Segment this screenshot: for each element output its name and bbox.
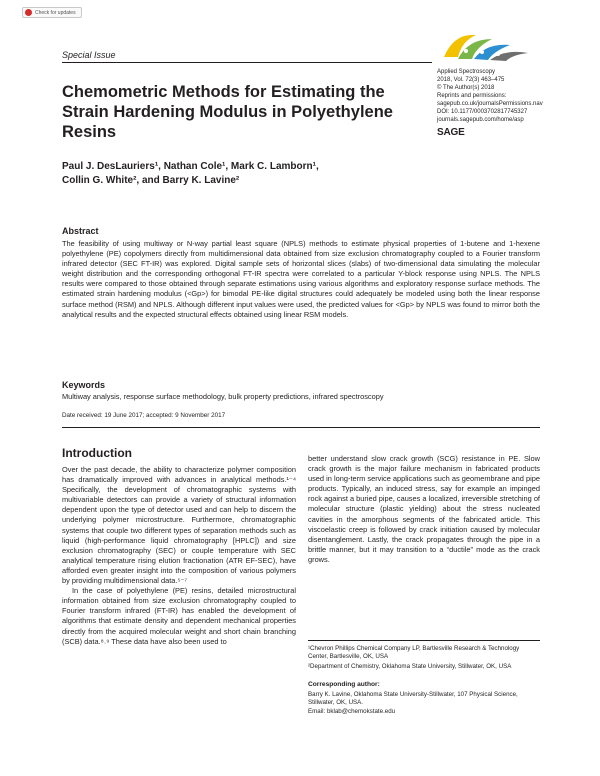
abstract-text: The feasibility of using multiway or N-way partial least square (NPLS) methods to estimate physical properties of 1-butene and 1-hexene polyethylene (PE) copolymers directly from multidimensional data obtained from size exclusion chromatography coupled to a Fourier transform infrared detector (SEC FT-IR) was explored. Digital sample sets of horizontal slices (slabs) of two-dimensional data simulating the molecular weight distribution and the corresponding orthogonal FT-IR spectra were correlated to a particular Y-block response using NPLS. The NPLS results were compared to those obtained through separate estimations using various algorithms and exploratory response surface methods. The estimated strain hardening modulus (<Gp>) for bimodal PE-like digital structures could adequately be modeled using both the linear response surface method (RSM) and NPLS. Although different input values were used, the predicted values for <Gp> by NPLS was found to mirror both the analytical results and the expected structural effects obtained using linear RSM models. [62, 239, 540, 319]
affiliation-2: ²Department of Chemistry, Oklahoma State University, Stillwater, OK, USA [308, 662, 512, 670]
section-label: Special Issue [62, 50, 116, 60]
corresponding-author-address: Barry K. Lavine, Oklahoma State University-Stillwater, 107 Physical Science, Stillwater, OK, USA. [308, 691, 518, 707]
publisher-name: SAGE [437, 127, 465, 138]
authors-line-1: Paul J. DesLauriers¹, Nathan Cole¹, Mark C. Lamborn¹, [62, 161, 319, 172]
journal-name: Applied Spectroscopy [437, 69, 496, 75]
introduction-heading: Introduction [62, 446, 132, 460]
received-dates: Date received: 19 June 2017; accepted: 9 November 2017 [62, 412, 226, 419]
journal-reprints: Reprints and permissions: [437, 93, 507, 99]
body-column-left [62, 465, 296, 647]
abstract-heading: Abstract [62, 226, 99, 236]
body-column-right [308, 454, 540, 565]
affiliation-1: ¹Chevron Phillips Chemical Company LP, Bartlesville Research & Technology Center, Bartlesville, OK, USA [308, 645, 520, 661]
intro-paragraph-1: Over the past decade, the ability to characterize polymer composition has dramatically improved with advances in analytical methods.¹⁻⁴ Specifically, the development of chromatographic systems with multivariable detectors can provide a variety of structural information dependent upon the type of detector used and can help to discern the underlying polymer microstructure. Furthermore, chromatographic systems that couple two different types of separation methods such as liquid (high-performance liquid chromatography [HPLC]) and size exclusion chromatography (SEC) or couple temperature with SEC analytical temperature rising elution fractionation (ATR EF-SEC), have afforded even greater insight into the composition of various polymers by providing multidimensional data.⁵⁻⁷ [62, 465, 296, 586]
affiliations [308, 645, 540, 671]
intro-paragraph-3: better understand slow crack growth (SCG) resistance in PE. Slow crack growth is the major failure mechanism in fabricated products used in long-term service applications such as geomembrane and pipe products. Typically, an induced stress, say for example an impinged rock against a buried pipe, causes a localized, irreversible stretching of molecular structure (plastic yielding) about the stress nucleated cavities in the amorphous segments of the fabricated article. This viscoelastic creep is followed by crack initiation caused by molecular disentanglement. Lastly, the crack propagates through the pipe in a brittle manner, but it may transition to a “ductile” mode as the crack grows. [308, 454, 540, 564]
check-for-updates-badge[interactable] [22, 7, 82, 18]
journal-permissions-link[interactable]: sagepub.co.uk/journalsPermissions.nav [437, 101, 543, 107]
author-list [62, 160, 442, 188]
journal-copyright: © The Author(s) 2018 [437, 85, 495, 91]
intro-paragraph-2: In the case of polyethylene (PE) resins, detailed microstructural information obtained from size exclusion chromatography coupled to Fourier transform infrared (FT-IR) has enabled the development of algorithms that estimate density and dependent mechanical properties directly from the acquired molecular weight and short chain branching (SCB) data.⁸˒⁹ These data have also been used to [62, 586, 296, 646]
header-rule [62, 62, 432, 63]
journal-site-link[interactable]: journals.sagepub.com/home/asp [437, 117, 524, 123]
society-logo-icon [436, 27, 536, 67]
journal-doi[interactable]: DOI: 10.1177/0003702817745327 [437, 109, 528, 115]
email-label: Email: [308, 707, 326, 715]
journal-info [437, 68, 567, 124]
publisher-logo [437, 127, 465, 138]
corresponding-author-email-row [308, 708, 540, 716]
email-link[interactable]: bklab@chemokstate.edu [326, 707, 396, 715]
article-title: Chemometric Methods for Estimating the Strain Hardening Modulus in Polyethylene Resins [62, 83, 393, 141]
footnote-rule [308, 640, 540, 641]
authors-line-2: Collin G. White², and Barry K. Lavine² [62, 175, 240, 186]
check-for-updates-label: Check for updates [35, 9, 76, 16]
keywords-text: Multiway analysis, response surface methodology, bulk property predictions, infrared spectroscopy [62, 392, 384, 401]
corresponding-author [308, 691, 540, 716]
journal-volume: 2018, Vol. 72(3) 463–475 [437, 77, 505, 83]
check-for-updates-icon [25, 9, 32, 16]
section-rule [62, 427, 540, 428]
keywords-heading: Keywords [62, 380, 106, 390]
corresponding-author-heading: Corresponding author: [308, 681, 380, 688]
